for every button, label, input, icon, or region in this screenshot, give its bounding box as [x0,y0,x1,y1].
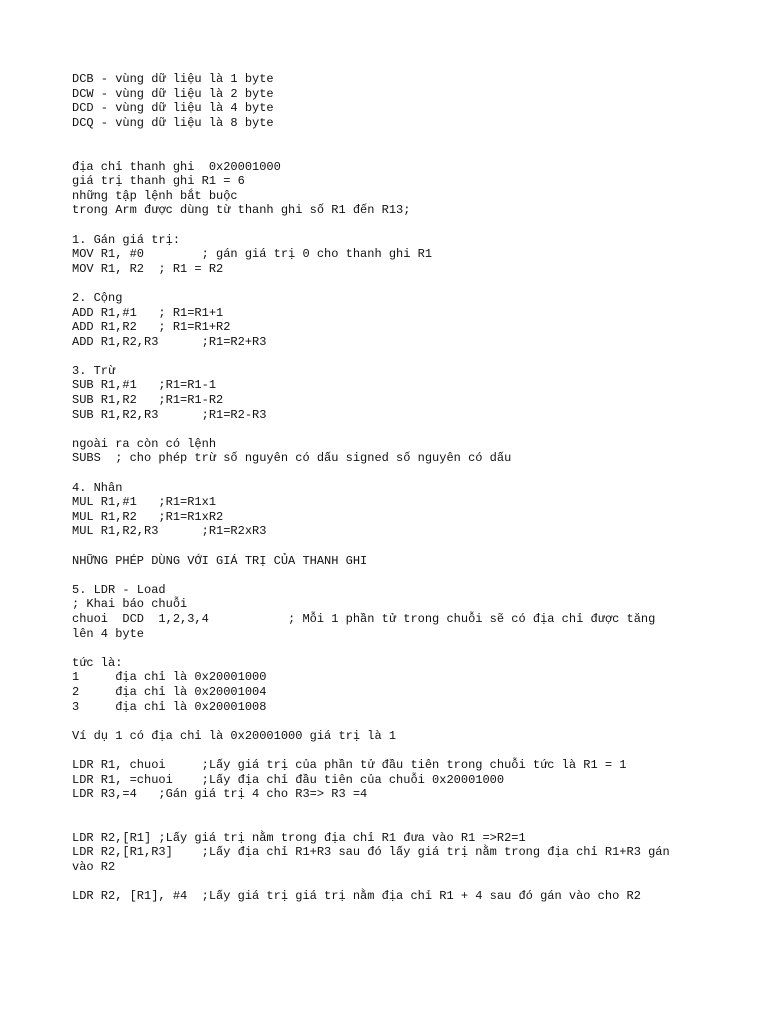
code-line: LDR R1, =chuoi ;Lấy địa chỉ đầu tiên của chuỗi 0x20001000 [72,772,505,787]
text-line: DCW - vùng dữ liệu là 2 byte [72,86,274,101]
text-line: DCB - vùng dữ liệu là 1 byte [72,72,274,86]
code-line: LDR R3,=4 ;Gán giá trị 4 cho R3=> R3 =4 [72,787,368,802]
section-heading: 4. Nhân [72,480,123,495]
code-line: MOV R1, R2 ; R1 = R2 [72,261,224,276]
text-line: DCD - vùng dữ liệu là 4 byte [72,101,274,116]
text-line: ngoài ra còn có lệnh [72,436,217,451]
blank-line [72,218,712,233]
text-line: 2 địa chỉ là 0x20001004 [72,684,267,699]
code-line: SUBS ; cho phép trừ số nguyên có dấu signed số nguyên có dấu [72,451,512,466]
section-heading: 3. Trừ [72,363,116,378]
code-line: SUB R1,R2 ;R1=R1-R2 [72,393,224,408]
code-line: LDR R2,[R1,R3] ;Lấy địa chỉ R1+R3 sau đó lấy giá trị nằm trong địa chỉ R1+R3 gán [72,845,670,860]
blank-line [72,130,712,145]
blank-line [72,875,712,890]
text-line: 1 địa chỉ là 0x20001000 [72,670,267,685]
blank-line [72,816,712,831]
code-line: vào R2 [72,860,116,875]
text-line: những tập lệnh bắt buộc [72,188,238,203]
code-line: MUL R1,R2,R3 ;R1=R2xR3 [72,524,267,539]
section-heading: NHỮNG PHÉP DÙNG VỚI GIÁ TRỊ CỦA THANH GHI [72,553,368,568]
code-line: lên 4 byte [72,626,145,641]
code-line: chuoi DCD 1,2,3,4 ; Mỗi 1 phần tử trong chuỗi sẽ có địa chỉ được tăng [72,611,656,626]
code-line: ADD R1,R2,R3 ;R1=R2+R3 [72,334,267,349]
text-line: Ví dụ 1 có địa chỉ là 0x20001000 giá trị là 1 [72,728,397,743]
text-line: 3 địa chỉ là 0x20001008 [72,699,267,714]
text-line: DCQ - vùng dữ liệu là 8 byte [72,115,274,130]
code-line: LDR R2,[R1] ;Lấy giá trị nằm trong địa chỉ R1 đưa vào R1 =>R2=1 [72,830,526,845]
blank-line [72,276,712,291]
blank-line [72,568,712,583]
code-line: LDR R1, chuoi ;Lấy giá trị của phần tử đầu tiên trong chuỗi tức là R1 = 1 [72,757,627,772]
code-line: SUB R1,#1 ;R1=R1-1 [72,378,217,393]
blank-line [72,714,712,729]
text-line: tức là: [72,655,123,670]
blank-line [72,422,712,437]
blank-line [72,145,712,160]
text-line: trong Arm được dùng từ thanh ghi số R1 đến R13; [72,203,411,218]
code-line: ADD R1,R2 ; R1=R1+R2 [72,320,231,335]
section-heading: 5. LDR - Load [72,582,166,597]
code-line: ; Khai báo chuỗi [72,597,188,612]
text-line: giá trị thanh ghi R1 = 6 [72,174,245,189]
code-line: MOV R1, #0 ; gán giá trị 0 cho thanh ghi R1 [72,247,433,262]
blank-line [72,349,712,364]
code-line: MUL R1,R2 ;R1=R1xR2 [72,509,224,524]
blank-line [72,802,712,817]
blank-line [72,641,712,656]
section-heading: 1. Gán giá trị: [72,232,181,247]
code-line: ADD R1,#1 ; R1=R1+1 [72,305,224,320]
code-line: SUB R1,R2,R3 ;R1=R2-R3 [72,407,267,422]
blank-line [72,466,712,481]
blank-line [72,743,712,758]
text-line: địa chỉ thanh ghi 0x20001000 [72,159,281,174]
code-line: LDR R2, [R1], #4 ;Lấy giá trị giá trị nằm địa chỉ R1 + 4 sau đó gán vào cho R2 [72,889,641,904]
code-line: MUL R1,#1 ;R1=R1x1 [72,495,217,510]
document-page [72,72,712,904]
section-heading: 2. Cộng [72,290,123,305]
blank-line [72,539,712,554]
